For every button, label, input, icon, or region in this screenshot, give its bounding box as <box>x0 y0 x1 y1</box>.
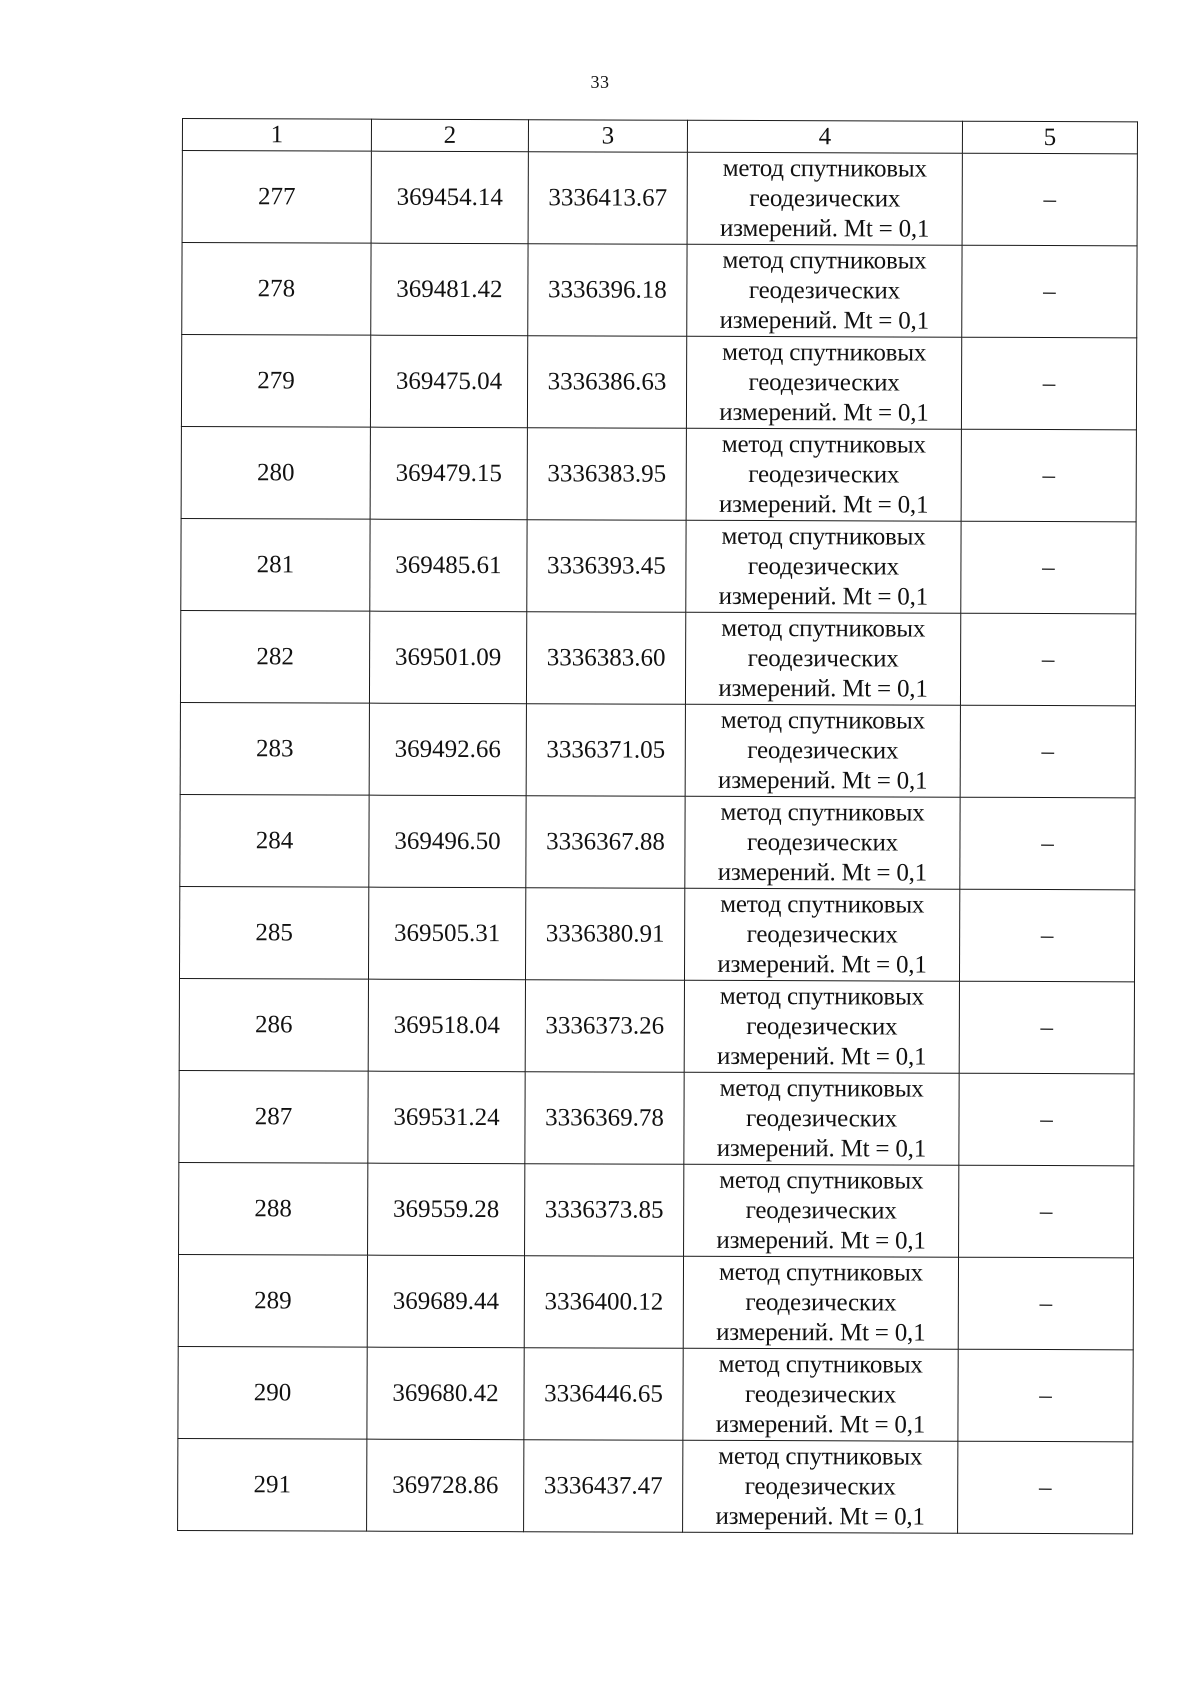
method-text-line: геодезических <box>748 460 900 489</box>
table-row <box>179 1162 1134 1257</box>
y-coordinate-cell: 3336446.65 <box>524 1348 683 1441</box>
x-coordinate-cell: 369485.61 <box>370 519 527 612</box>
y-coordinate-cell: 3336371.05 <box>526 704 685 797</box>
table-row <box>179 886 1134 981</box>
point-number-cell: 285 <box>179 886 368 979</box>
note-cell: – <box>960 705 1135 798</box>
y-coordinate-cell: 3336369.78 <box>525 1072 684 1165</box>
table-row <box>178 1346 1133 1441</box>
y-coordinate-cell: 3336393.45 <box>527 520 686 613</box>
note-cell: – <box>960 613 1135 706</box>
x-coordinate-cell: 369505.31 <box>368 887 525 980</box>
note-cell: – <box>961 521 1136 614</box>
method-text-line: метод спутниковых <box>718 1350 923 1379</box>
header-row <box>182 119 1137 154</box>
point-number-cell: 277 <box>182 151 371 244</box>
method-cell <box>683 1348 958 1441</box>
note-cell: – <box>958 1349 1133 1442</box>
method-text-line: измерений. Mt = 0,1 <box>718 582 929 611</box>
y-coordinate-cell: 3336383.95 <box>527 428 686 521</box>
method-cell <box>684 1072 959 1165</box>
method-text-line: геодезических <box>748 276 900 305</box>
table-row <box>178 1254 1133 1349</box>
method-text-line: измерений. Mt = 0,1 <box>715 1502 925 1531</box>
y-coordinate-cell: 3336386.63 <box>527 336 686 429</box>
method-text-line: геодезических <box>745 1288 897 1317</box>
method-text-line: геодезических <box>746 828 899 857</box>
method-text-line: геодезических <box>746 1012 898 1041</box>
table-row <box>181 426 1136 521</box>
method-text-line: метод спутниковых <box>721 430 926 459</box>
method-cell <box>687 152 962 245</box>
method-text-line: измерений. Mt = 0,1 <box>716 1226 926 1255</box>
y-coordinate-cell: 3336400.12 <box>524 1256 683 1349</box>
method-text-line: геодезических <box>747 736 899 765</box>
column-header-2: 2 <box>371 119 528 152</box>
table-row <box>181 335 1136 430</box>
coordinates-table <box>177 118 1138 1534</box>
method-cell <box>683 1256 958 1349</box>
method-cell <box>683 1440 958 1533</box>
x-coordinate-cell: 369492.66 <box>369 703 526 796</box>
method-text-line: измерений. Mt = 0,1 <box>719 214 930 243</box>
note-cell: – <box>961 429 1136 522</box>
y-coordinate-cell: 3336383.60 <box>526 612 685 705</box>
method-text-line: измерений. Mt = 0,1 <box>716 1318 926 1347</box>
table-row <box>180 702 1135 797</box>
method-text-line: метод спутниковых <box>718 1442 923 1471</box>
table-row <box>179 978 1134 1073</box>
method-cell <box>684 888 959 981</box>
table-row <box>178 1438 1133 1533</box>
method-text-line: геодезических <box>747 552 899 581</box>
method-cell <box>687 244 962 337</box>
x-coordinate-cell: 369689.44 <box>367 1255 524 1348</box>
method-text-line: метод спутниковых <box>720 890 925 919</box>
note-cell: – <box>959 1165 1134 1258</box>
method-text-line: геодезических <box>745 1380 897 1409</box>
column-header-5: 5 <box>962 121 1137 154</box>
method-text-line: метод спутниковых <box>720 706 925 735</box>
note-cell: – <box>958 1441 1133 1534</box>
method-text-line: геодезических <box>747 644 899 673</box>
method-text-line: метод спутниковых <box>719 1074 924 1103</box>
method-text-line: измерений. Mt = 0,1 <box>717 1042 927 1071</box>
method-text-line: метод спутниковых <box>719 1166 924 1195</box>
method-text-line: измерений. Mt = 0,1 <box>715 1410 926 1439</box>
x-coordinate-cell: 369479.15 <box>370 427 527 520</box>
method-cell <box>686 336 961 429</box>
y-coordinate-cell: 3336380.91 <box>525 888 684 981</box>
x-coordinate-cell: 369680.42 <box>367 1347 524 1440</box>
y-coordinate-cell: 3336396.18 <box>528 244 687 337</box>
x-coordinate-cell: 369481.42 <box>371 243 528 336</box>
point-number-cell: 281 <box>181 518 370 611</box>
method-cell <box>685 704 960 797</box>
note-cell: – <box>960 797 1135 890</box>
y-coordinate-cell: 3336367.88 <box>526 796 685 889</box>
point-number-cell: 282 <box>180 610 369 703</box>
note-cell: – <box>958 1257 1133 1350</box>
x-coordinate-cell: 369496.50 <box>369 795 526 888</box>
point-number-cell: 278 <box>182 243 371 336</box>
table-row <box>179 1070 1134 1165</box>
method-text-line: метод спутниковых <box>719 982 924 1011</box>
method-text-line: измерений. Mt = 0,1 <box>717 858 928 887</box>
method-cell <box>685 612 960 705</box>
method-text-line: метод спутниковых <box>721 522 926 551</box>
method-text-line: метод спутниковых <box>720 798 925 827</box>
note-cell: – <box>961 337 1136 430</box>
note-cell: – <box>959 1073 1134 1166</box>
method-text-line: геодезических <box>748 368 900 397</box>
table-row <box>182 151 1137 246</box>
method-text-line: геодезических <box>749 184 901 213</box>
point-number-cell: 284 <box>180 794 369 887</box>
method-text-line: геодезических <box>745 1196 897 1225</box>
method-text-line: измерений. Mt = 0,1 <box>718 766 928 795</box>
note-cell: – <box>962 153 1137 246</box>
method-text-line: измерений. Mt = 0,1 <box>718 490 929 519</box>
method-text-line: измерений. Mt = 0,1 <box>718 674 928 703</box>
method-text-line: измерений. Mt = 0,1 <box>716 1134 927 1163</box>
table-header <box>182 119 1137 154</box>
method-text-line: метод спутниковых <box>722 246 927 275</box>
method-text-line: геодезических <box>744 1472 896 1500</box>
table-row <box>182 243 1137 338</box>
table-row <box>180 794 1135 889</box>
x-coordinate-cell: 369518.04 <box>368 979 525 1072</box>
method-text-line: метод спутниковых <box>721 614 926 643</box>
x-coordinate-cell: 369501.09 <box>369 611 526 704</box>
column-header-4: 4 <box>687 120 962 153</box>
method-cell <box>684 980 959 1073</box>
method-text-line: геодезических <box>745 1104 898 1133</box>
y-coordinate-cell: 3336373.85 <box>525 1164 684 1257</box>
y-coordinate-cell: 3336437.47 <box>524 1440 683 1533</box>
point-number-cell: 280 <box>181 426 370 519</box>
point-number-cell: 288 <box>179 1162 368 1255</box>
method-text-line: метод спутниковых <box>722 154 927 183</box>
note-cell: – <box>959 889 1134 982</box>
point-number-cell: 291 <box>178 1438 367 1531</box>
table-row <box>181 518 1136 613</box>
table-body <box>178 151 1138 1534</box>
method-text-line: геодезических <box>746 920 898 949</box>
point-number-cell: 287 <box>179 1070 368 1163</box>
x-coordinate-cell: 369559.28 <box>368 1163 525 1256</box>
method-text-line: метод спутниковых <box>722 338 927 367</box>
method-cell <box>684 1164 959 1257</box>
x-coordinate-cell: 369475.04 <box>370 335 527 428</box>
method-text-line: измерений. Mt = 0,1 <box>719 398 929 427</box>
point-number-cell: 283 <box>180 702 369 795</box>
column-header-1: 1 <box>182 119 371 152</box>
method-cell <box>686 428 961 521</box>
x-coordinate-cell: 369531.24 <box>368 1071 525 1164</box>
method-cell <box>686 520 961 613</box>
method-text-line: измерений. Mt = 0,1 <box>717 950 927 979</box>
point-number-cell: 290 <box>178 1346 367 1439</box>
point-number-cell: 279 <box>181 335 370 428</box>
table-row <box>180 610 1135 705</box>
note-cell: – <box>962 245 1137 338</box>
method-cell <box>685 796 960 889</box>
point-number-cell: 289 <box>178 1254 367 1347</box>
y-coordinate-cell: 3336413.67 <box>528 152 687 245</box>
page-number: 33 <box>590 72 610 92</box>
column-header-3: 3 <box>528 120 687 153</box>
method-text-line: измерений. Mt = 0,1 <box>719 306 929 335</box>
x-coordinate-cell: 369728.86 <box>367 1439 524 1532</box>
point-number-cell: 286 <box>179 978 368 1071</box>
x-coordinate-cell: 369454.14 <box>371 151 528 244</box>
y-coordinate-cell: 3336373.26 <box>525 980 684 1073</box>
note-cell: – <box>959 981 1134 1074</box>
method-text-line: метод спутниковых <box>718 1258 924 1287</box>
